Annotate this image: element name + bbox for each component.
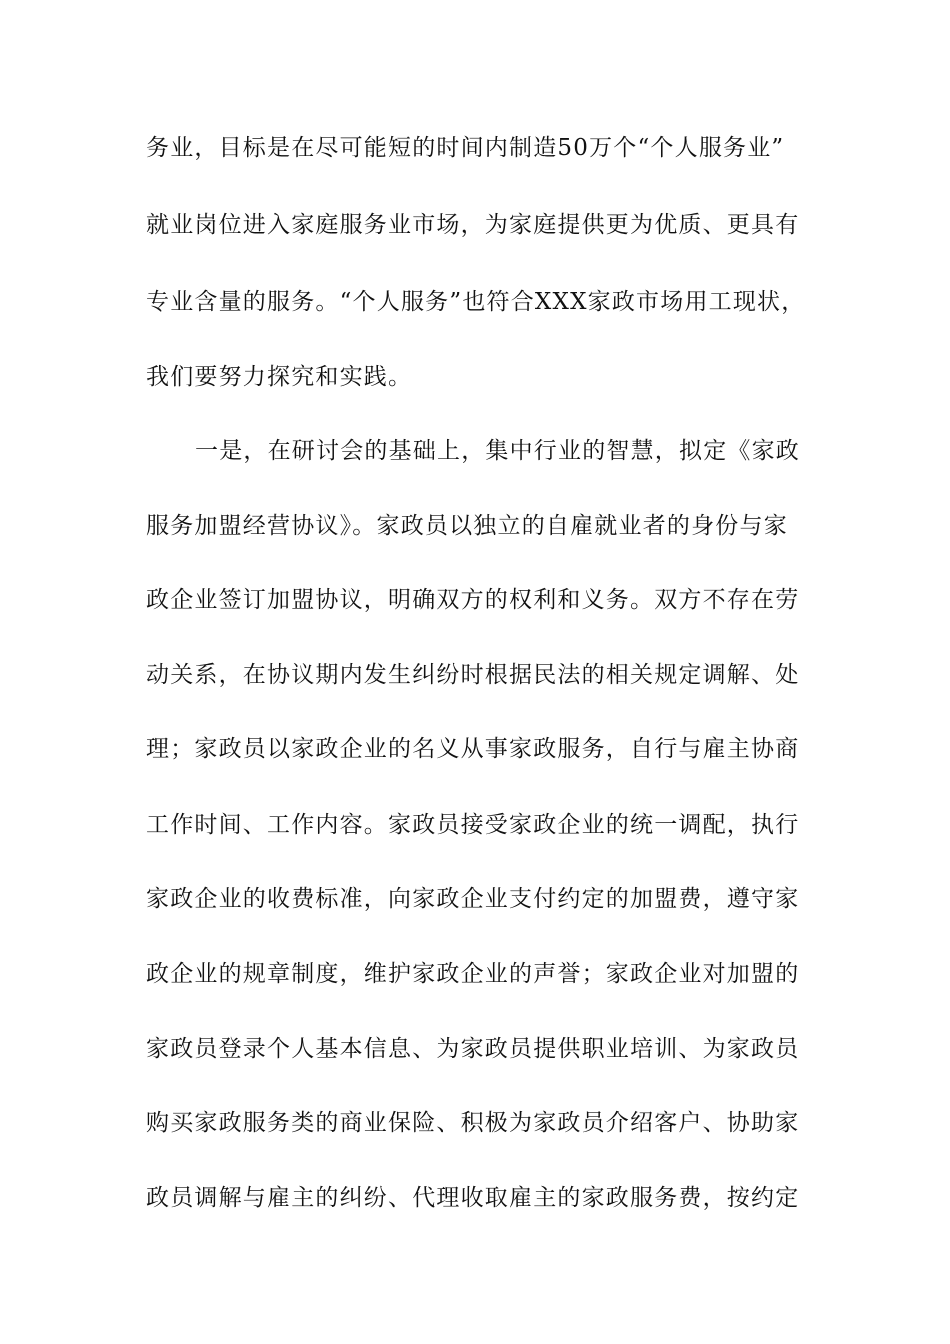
- text-line: 政员调解与雇主的纠纷、代理收取雇主的家政服务费，按约定: [146, 1185, 800, 1211]
- text-line: 服务加盟经营协议》。家政员以独立的自雇就业者的身份与家: [146, 513, 788, 539]
- text-line: 购买家政服务类的商业保险、积极为家政员介绍客户、协助家: [146, 1110, 800, 1136]
- text-line: 家政企业的收费标准，向家政企业支付约定的加盟费，遵守家: [146, 886, 800, 912]
- paragraph-first-line: 一是，在研讨会的基础上，集中行业的智慧，拟定《家政: [195, 438, 800, 464]
- text-line: 政企业的规章制度，维护家政企业的声誉；家政企业对加盟的: [146, 961, 800, 987]
- text-line: 我们要努力探究和实践。: [146, 364, 413, 390]
- text-line: 政企业签订加盟协议，明确双方的权利和义务。双方不存在劳: [146, 587, 800, 613]
- text-line: 务业，目标是在尽可能短的时间内制造50万个“个人服务业”: [146, 135, 785, 161]
- text-line: 工作时间、工作内容。家政员接受家政企业的统一调配，执行: [146, 812, 800, 838]
- text-line: 理；家政员以家政企业的名义从事家政服务，自行与雇主协商: [146, 736, 800, 762]
- text-line: 专业含量的服务。“个人服务”也符合XXX家政市场用工现状，: [146, 289, 806, 315]
- text-line: 动关系，在协议期内发生纠纷时根据民法的相关规定调解、处: [146, 662, 800, 688]
- text-line: 就业岗位进入家庭服务业市场，为家庭提供更为优质、更具有: [146, 212, 800, 238]
- text-line: 家政员登录个人基本信息、为家政员提供职业培训、为家政员: [146, 1036, 800, 1062]
